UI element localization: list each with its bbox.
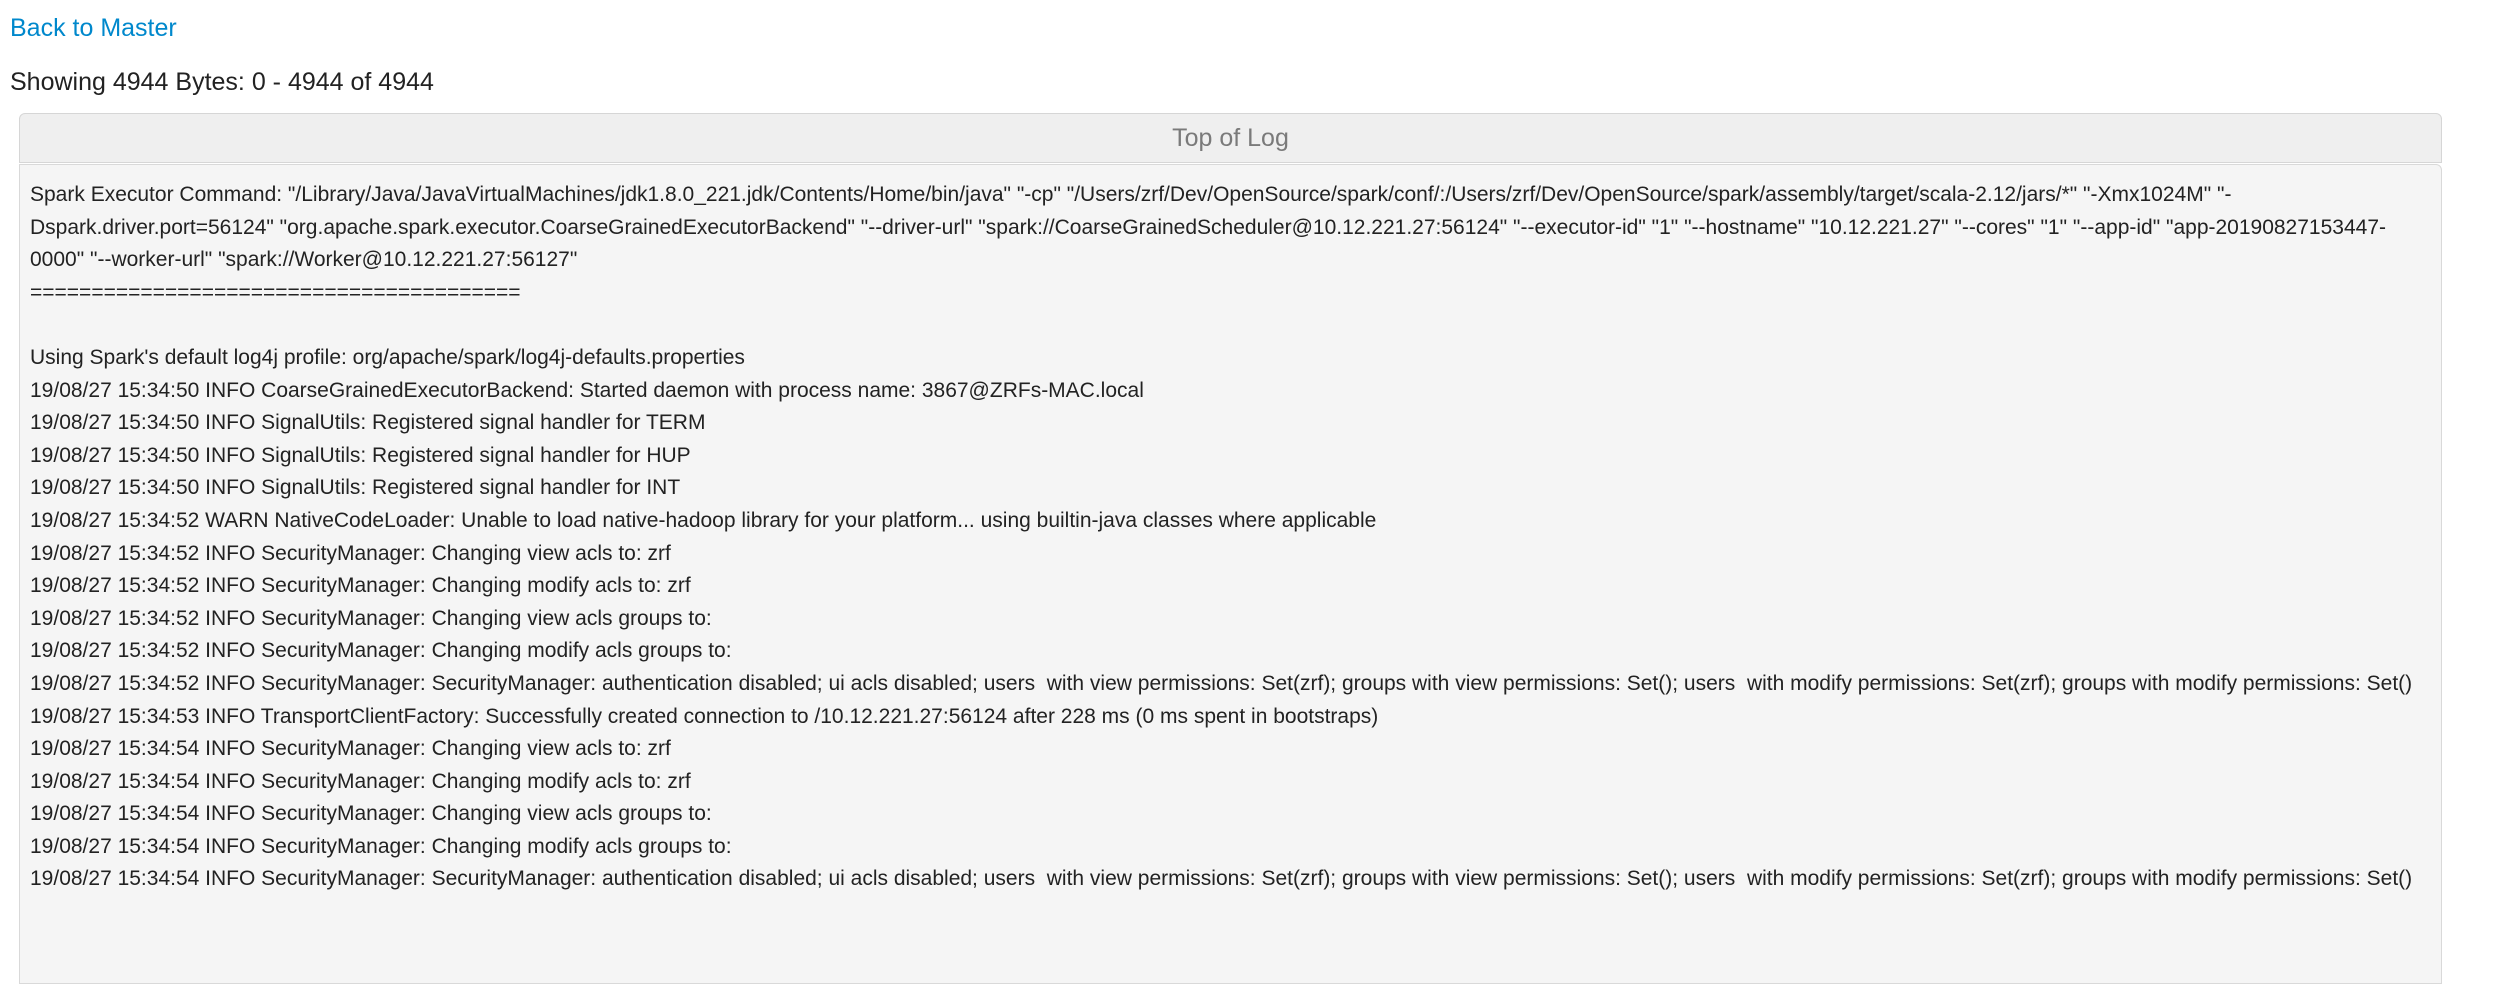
log-line: 19/08/27 15:34:54 INFO SecurityManager: Changing modify acls to: zrf	[30, 769, 691, 793]
log-line: 19/08/27 15:34:52 INFO SecurityManager: Changing modify acls groups to:	[30, 639, 738, 663]
log-line: Using Spark's default log4j profile: org/apache/spark/log4j-defaults.properties	[30, 345, 745, 369]
log-content	[19, 164, 2442, 984]
bytes-range-status: Showing 4944 Bytes: 0 - 4944 of 4944	[10, 68, 434, 96]
log-line: 19/08/27 15:34:54 INFO SecurityManager: Changing modify acls groups to:	[30, 834, 738, 858]
log-line: 19/08/27 15:34:52 INFO SecurityManager: Changing view acls groups to:	[30, 606, 718, 630]
log-line: 19/08/27 15:34:50 INFO CoarseGrainedExecutorBackend: Started daemon with process name: 3867@ZRFs-MAC.local	[30, 378, 1144, 402]
log-line: ========================================	[30, 280, 521, 304]
log-line	[30, 309, 2431, 342]
log-line: 19/08/27 15:34:50 INFO SignalUtils: Registered signal handler for INT	[30, 476, 681, 500]
log-line: 19/08/27 15:34:50 INFO SignalUtils: Registered signal handler for TERM	[30, 411, 706, 435]
log-line: 19/08/27 15:34:52 WARN NativeCodeLoader: Unable to load native-hadoop library for your platform... using builtin-java classes where applicable	[30, 508, 1377, 532]
log-line: 19/08/27 15:34:52 INFO SecurityManager: SecurityManager: authentication disabled; ui acls disabled; users with view permissions: Set(zrf); groups with view permissions: Set(); users with modify permissions: Set(zrf); groups with modify permissions: Set()	[30, 671, 2413, 695]
log-line: 19/08/27 15:34:53 INFO TransportClientFactory: Successfully created connection to /10.12.221.27:56124 after 228 ms (0 ms spent in bootstraps)	[30, 704, 1379, 728]
log-line: 19/08/27 15:34:54 INFO SecurityManager: Changing view acls groups to:	[30, 802, 718, 826]
log-line: 19/08/27 15:34:54 INFO SecurityManager: SecurityManager: authentication disabled; ui acls disabled; users with view permissions: Set(zrf); groups with view permissions: Set(); users with modify permissions: Set(zrf); groups with modify permissions: Set()	[30, 867, 2413, 891]
log-line: 19/08/27 15:34:52 INFO SecurityManager: Changing modify acls to: zrf	[30, 574, 691, 598]
back-to-master-link[interactable]: Back to Master	[10, 14, 177, 42]
top-of-log-button[interactable]: Top of Log	[19, 113, 2442, 163]
log-line: 19/08/27 15:34:52 INFO SecurityManager: Changing view acls to: zrf	[30, 541, 671, 565]
log-line: 19/08/27 15:34:50 INFO SignalUtils: Registered signal handler for HUP	[30, 443, 691, 467]
log-line: 19/08/27 15:34:54 INFO SecurityManager: Changing view acls to: zrf	[30, 737, 671, 761]
log-line: Spark Executor Command: "/Library/Java/JavaVirtualMachines/jdk1.8.0_221.jdk/Contents/Home/bin/java" "-cp" "/Users/zrf/Dev/OpenSource/spark/conf/:/Users/zrf/Dev/OpenSource/spark/assembly/target/scala-2.12/jars/*" "-Xmx1024M" "-Dspark.driver.port=56124" "org.apache.spark.executor.CoarseGrainedExecutorBackend" "--driver-url" "spark://CoarseGrainedScheduler@10.12.221.27:56124" "--executor-id" "1" "--hostname" "10.12.221.27" "--cores" "1" "--app-id" "app-20190827153447-0000" "--worker-url" "spark://Worker@10.12.221.27:56127"	[30, 183, 2386, 272]
